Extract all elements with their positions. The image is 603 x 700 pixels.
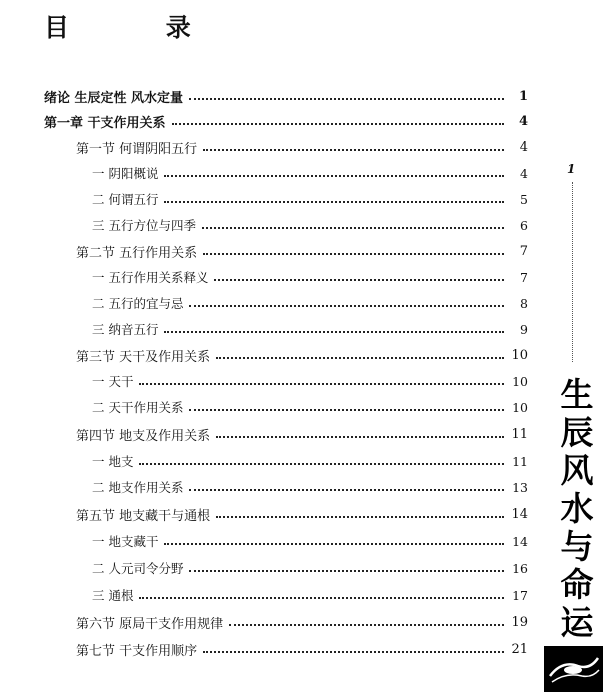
dot-leader [164, 201, 504, 203]
calligraphy-char: 与 [560, 527, 594, 566]
dot-leader [229, 624, 504, 626]
toc-entry-page: 10 [511, 347, 528, 363]
toc-entry-label: 绪论 生辰定性 风水定量 [44, 90, 184, 106]
dot-leader [172, 123, 504, 125]
calligraphy-char: 水 [560, 489, 594, 528]
dot-leader [202, 227, 504, 229]
toc-entry-page: 19 [511, 614, 528, 630]
dot-leader [189, 305, 504, 307]
toc-entry-page: 21 [511, 641, 528, 657]
toc-entry-label: 一 地支藏干 [92, 534, 159, 549]
toc-entry-subsection[interactable] [92, 292, 528, 314]
toc-entry-page: 9 [520, 321, 528, 337]
toc-entry-subsection[interactable] [92, 188, 528, 210]
dot-leader [189, 98, 504, 100]
toc-entry-label: 第四节 地支及作用关系 [76, 428, 211, 444]
toc-entry-label: 二 人元司令分野 [92, 561, 184, 576]
toc-entry-page: 11 [512, 453, 528, 469]
toc-entry-page: 7 [519, 243, 528, 259]
dot-leader [216, 436, 504, 438]
page-title: 目 录 [44, 13, 235, 42]
toc-entry-subsection[interactable] [92, 318, 528, 340]
dot-leader [189, 489, 504, 491]
dot-leader [203, 651, 504, 653]
toc-entry-label: 第六节 原局干支作用规律 [76, 616, 224, 632]
toc-entry-subsection[interactable] [92, 266, 528, 288]
toc-entry-chapter-1[interactable] [44, 110, 528, 132]
toc-entry-intro[interactable] [44, 85, 528, 107]
toc-entry-label: 一 五行作用关系释义 [92, 270, 209, 285]
calligraphy-char: 运 [560, 603, 594, 642]
toc-entry-label: 第一章 干支作用关系 [44, 115, 166, 131]
calligraphy-char: 辰 [560, 413, 594, 452]
toc-entry-label: 第五节 地支藏干与通根 [76, 508, 211, 524]
toc-entry-subsection[interactable] [92, 396, 528, 418]
toc-entry-page: 4 [518, 113, 528, 129]
toc-entry-label: 第二节 五行作用关系 [76, 245, 198, 261]
toc-entry-subsection[interactable] [92, 214, 528, 236]
toc-entry-subsection[interactable] [92, 370, 528, 392]
dot-leader [203, 253, 504, 255]
toc-entry-label: 三 纳音五行 [92, 322, 159, 337]
emblem-logo [544, 646, 603, 692]
dot-leader [216, 357, 504, 359]
toc-entry-subsection[interactable] [92, 476, 528, 498]
toc-entry-page: 1 [518, 88, 528, 104]
toc-entry-page: 8 [520, 295, 528, 311]
calligraphy-char: 风 [560, 451, 594, 490]
toc-entry-label: 三 通根 [92, 588, 134, 603]
toc-entry-page: 10 [512, 373, 528, 389]
side-dotted-line [572, 182, 573, 362]
calligraphy-char: 命 [560, 565, 594, 604]
toc-entry-label: 二 五行的宜与忌 [92, 296, 184, 311]
dot-leader [164, 543, 504, 545]
toc-entry-label: 三 五行方位与四季 [92, 218, 196, 233]
toc-entry-label: 第三节 天干及作用关系 [76, 349, 211, 365]
toc-entry-page: 14 [512, 533, 528, 549]
toc-entry-label: 二 天干作用关系 [92, 400, 184, 415]
dot-leader [139, 597, 504, 599]
calligraphy-char: 生 [560, 375, 594, 414]
emblem-icon [544, 646, 603, 692]
toc-entry-page: 17 [512, 587, 528, 603]
toc-entry-page: 10 [512, 399, 528, 415]
toc-entry-section-1-2[interactable] [76, 240, 528, 262]
toc-entry-section-1-3[interactable] [76, 344, 528, 366]
dot-leader [214, 279, 504, 281]
toc-entry-subsection[interactable] [92, 584, 528, 606]
dot-leader [203, 149, 504, 151]
toc-entry-section-1-7[interactable] [76, 638, 528, 660]
toc-entry-label: 第七节 干支作用顺序 [76, 643, 198, 659]
toc-entry-page: 5 [520, 191, 528, 207]
toc-entry-section-1-6[interactable] [76, 611, 528, 633]
toc-entry-subsection[interactable] [92, 557, 528, 579]
dot-leader [139, 463, 504, 465]
dot-leader [189, 409, 504, 411]
toc-entry-page: 4 [519, 139, 528, 155]
toc-entry-section-1-4[interactable] [76, 423, 528, 445]
toc-entry-page: 14 [511, 506, 528, 522]
toc-entry-label: 二 何谓五行 [92, 192, 159, 207]
toc-entry-page: 13 [512, 479, 528, 495]
dot-leader [164, 331, 504, 333]
toc-entry-label: 一 天干 [92, 374, 134, 389]
toc-entry-label: 第一节 何谓阴阳五行 [76, 141, 198, 157]
toc-entry-label: 二 地支作用关系 [92, 480, 184, 495]
dot-leader [189, 570, 504, 572]
toc-entry-page: 11 [511, 426, 528, 442]
dot-leader [139, 383, 504, 385]
toc-entry-subsection[interactable] [92, 530, 528, 552]
toc-entry-page: 6 [520, 217, 528, 233]
toc-entry-label: 一 阴阳概说 [92, 166, 159, 181]
side-page-number: 1 [567, 162, 576, 176]
toc-entry-subsection[interactable] [92, 450, 528, 472]
toc-entry-section-1-1[interactable] [76, 136, 528, 158]
toc-entry-subsection[interactable] [92, 162, 528, 184]
dot-leader [164, 175, 504, 177]
toc-entry-page: 7 [520, 269, 528, 285]
calligraphy-title [552, 376, 602, 642]
toc-entry-page: 16 [512, 560, 528, 576]
dot-leader [216, 516, 504, 518]
toc-entry-label: 一 地支 [92, 454, 134, 469]
toc-entry-page: 4 [520, 165, 528, 181]
toc-entry-section-1-5[interactable] [76, 503, 528, 525]
